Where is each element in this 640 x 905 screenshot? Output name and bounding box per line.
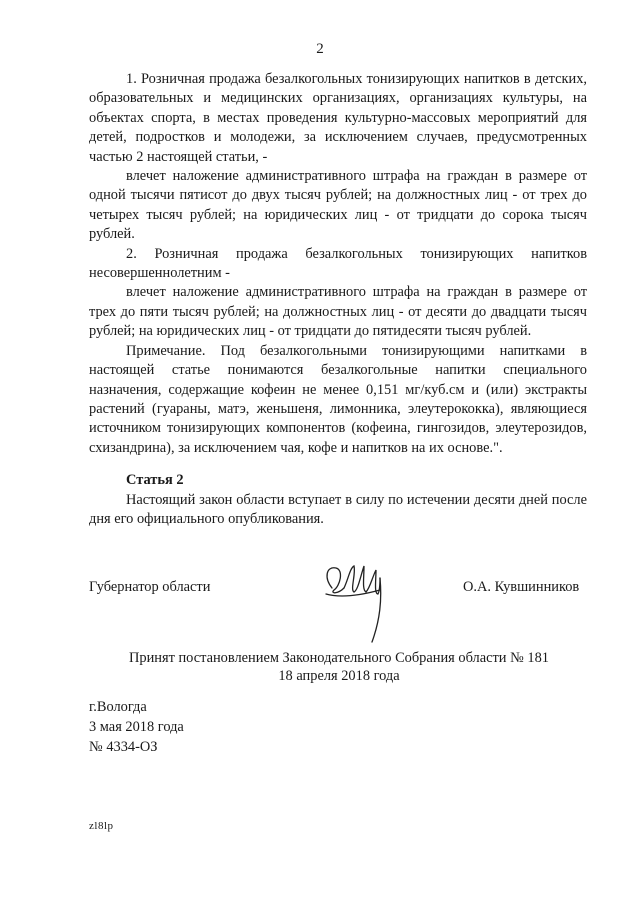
governor-name: О.А. Кувшинников xyxy=(463,579,580,595)
page-number: 2 xyxy=(316,41,324,57)
document-code: zl8lp xyxy=(89,820,114,832)
place-city: г.Вологда xyxy=(89,699,147,715)
adoption-block xyxy=(100,649,578,686)
article-text: Настоящий закон области вступает в силу по истечении десяти дней после дня его официального опубликования. xyxy=(89,491,587,527)
law-date: 3 мая 2018 года xyxy=(89,719,184,735)
governor-title: Губернатор области xyxy=(89,579,211,595)
article-heading: Статья 2 xyxy=(126,472,184,489)
place-block xyxy=(89,697,184,757)
law-number: № 4334-ОЗ xyxy=(89,739,158,755)
adoption-resolution: Принят постановлением Законодательного Собрания области № 181 xyxy=(128,650,549,666)
handwritten-signature xyxy=(318,560,398,650)
paragraph-penalty-1: влечет наложение административного штрафа на граждан в размере от одной тысячи пятисот до двух тысяч рублей; на должностных лиц - от трех до четырех тысяч рублей; на юридических лиц - от тридцати до сорока тысяч рублей. xyxy=(89,168,587,243)
law-text xyxy=(89,70,587,529)
paragraph-note: Примечание. Под безалкогольными тонизирующими напитками в настоящей статье понимаются безалкогольные напитки специального назначения, содержащие кофеин не менее 0,151 мг/куб.см и (или) экстракты растений (гуараны, матэ, женьшеня, лимонника, элеутерококка), являющиеся источником тонизирующих компонентов (кофеина, гингозидов, элеутерозидов, схизандрина), за исключением чая, кофе и напитков на их основе.". xyxy=(89,342,587,456)
adoption-date: 18 апреля 2018 года xyxy=(278,668,400,685)
paragraph-part-1: 1. Розничная продажа безалкогольных тонизирующих напитков в детских, образовательных и медицинских организациях, организациях культуры, на объектах спорта, в местах проведения культурно-массовых мероприятий для детей, подростков и молодежи, за исключением случаев, предусмотренных частью 2 настоящей статьи, - xyxy=(89,71,587,165)
paragraph-part-2: 2. Розничная продажа безалкогольных тонизирующих напитков несовершеннолетним - xyxy=(89,245,587,282)
paragraph-penalty-2: влечет наложение административного штрафа на граждан в размере от трех до пяти тысяч рублей; на должностных лиц - от десяти до двадцати тысяч рублей; на юридических лиц - от тридцати до пятидесяти тысяч рублей. xyxy=(89,284,587,340)
